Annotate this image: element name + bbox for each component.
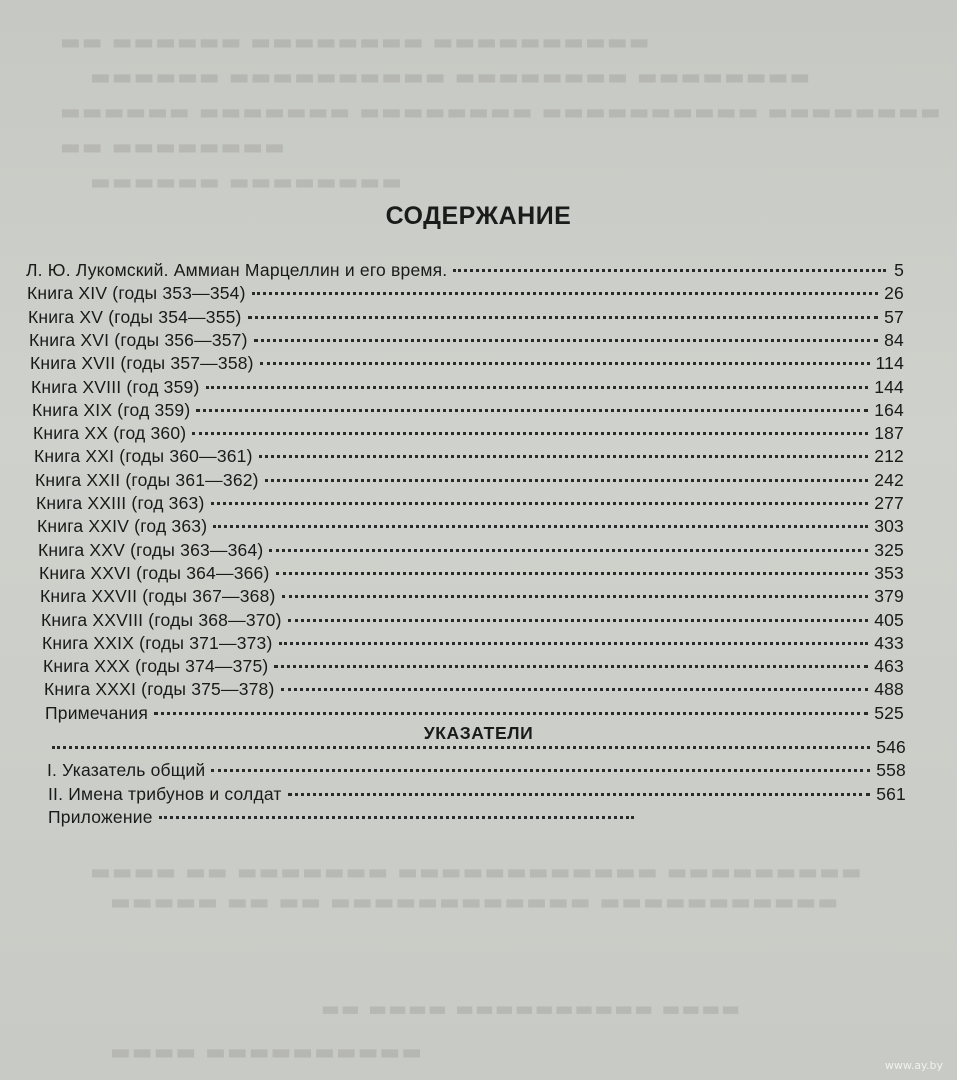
toc-entry-title: Книга XVI (годы 356—357) [29, 330, 248, 350]
toc-entry [27, 283, 904, 304]
toc-entry-title: Приложение [48, 807, 153, 827]
toc-entry-title: Книга XXVII (годы 367—368) [40, 586, 276, 606]
toc-entry-page-number: 187 [874, 423, 904, 443]
toc-entry [48, 807, 640, 828]
toc-entry-title: Книга XXIV (год 363) [37, 516, 208, 536]
bleed-through-line: ▬▬▬▬▬▬ ▬▬▬▬▬▬▬▬ [90, 170, 403, 195]
dot-leader [282, 595, 869, 598]
dot-leader [288, 619, 869, 622]
dot-leader [192, 432, 868, 435]
toc-entry-page-number: 242 [874, 470, 904, 490]
toc-entry-title: I. Указатель общий [47, 760, 206, 780]
toc-entry-page-number: 26 [884, 283, 904, 303]
dot-leader [254, 339, 878, 342]
dot-leader [281, 688, 869, 691]
dot-leader [269, 549, 868, 552]
dot-leader [252, 292, 878, 295]
dot-leader [279, 642, 869, 645]
toc-entry-page-number: 488 [874, 679, 904, 699]
toc-entry-page-number: 5 [894, 260, 904, 280]
toc-entry-title: Книга XIV (годы 353—354) [27, 283, 246, 303]
bleed-through-line: ▬▬▬▬▬ ▬▬ ▬▬ ▬▬▬▬▬▬▬▬▬▬▬▬ ▬▬▬▬▬▬▬▬▬▬▬ [110, 890, 840, 915]
toc-entry [30, 353, 904, 374]
indexes-heading: УКАЗАТЕЛИ [423, 723, 534, 743]
dot-leader [159, 816, 634, 819]
toc-entry-title: Книга XXII (годы 361—362) [35, 470, 259, 490]
toc-entry-page-number: 212 [874, 446, 904, 466]
toc-entry [37, 516, 904, 537]
toc-entry-title: Примечания [45, 703, 149, 723]
dot-leader [276, 572, 869, 575]
toc-entry-title: Книга XV (годы 354—355) [28, 307, 242, 327]
dot-leader [196, 409, 868, 412]
toc-entry-page-number: 561 [876, 784, 906, 804]
dot-leader [288, 793, 871, 796]
dot-leader [206, 386, 869, 389]
bleed-through-line: ▬▬▬▬▬▬ ▬▬▬▬▬▬▬▬▬▬ ▬▬▬▬▬▬▬▬ ▬▬▬▬▬▬▬▬ [90, 65, 812, 90]
toc-entry-title: Книга XIX (год 359) [32, 400, 191, 420]
dot-leader [274, 665, 868, 668]
dot-leader [213, 525, 868, 528]
toc-entry-page-number: 84 [884, 330, 904, 350]
toc-entry [43, 656, 904, 677]
toc-entry-page-number: 303 [874, 516, 904, 536]
toc-entry [39, 563, 904, 584]
dot-leader [453, 269, 886, 272]
toc-entry-page-number: 114 [875, 353, 904, 373]
toc-entry-page-number: 433 [874, 633, 904, 653]
toc-entry [35, 470, 904, 491]
toc-entry-title: Книга XVIII (год 359) [31, 377, 200, 397]
dot-leader [211, 769, 870, 772]
toc-entry [32, 400, 904, 421]
toc-entry-page-number: 405 [874, 610, 904, 630]
toc-entry [41, 610, 904, 631]
dot-leader [154, 712, 868, 715]
toc-entry [38, 540, 904, 561]
toc-entry-page-number: 57 [884, 307, 904, 327]
bleed-through-line: ▬▬ ▬▬▬▬▬▬▬▬ [60, 135, 286, 160]
toc-entry-page-number: 353 [874, 563, 904, 583]
dot-leader [259, 455, 869, 458]
toc-entry-title: Книга XXIX (годы 371—373) [42, 633, 273, 653]
toc-entry [40, 586, 904, 607]
toc-entry [33, 423, 904, 444]
toc-entry-title: Книга XXVIII (годы 368—370) [41, 610, 282, 630]
bleed-through-line: ▬▬▬▬ ▬▬▬▬▬▬▬▬▬▬ ▬▬▬▬ ▬▬ [320, 1000, 741, 1024]
dot-leader [260, 362, 870, 365]
toc-entry-title: Книга XXIII (год 363) [36, 493, 205, 513]
dot-leader [52, 746, 870, 749]
toc-entry-page-number: 164 [874, 400, 904, 420]
dot-leader [248, 316, 879, 319]
toc-entry [46, 737, 906, 758]
toc-entry-title: Книга XXVI (годы 364—366) [39, 563, 270, 583]
bleed-through-line: ▬▬ ▬▬▬▬▬▬ ▬▬▬▬▬▬▬▬ ▬▬▬▬▬▬▬▬▬▬ [60, 30, 651, 55]
toc-entry-page-number: 463 [874, 656, 904, 676]
toc-entry-title: Книга XXXI (годы 375—378) [44, 679, 275, 699]
toc-entry [45, 703, 904, 724]
toc-entry [36, 493, 904, 514]
dot-leader [211, 502, 869, 505]
toc-entry-page-number: 379 [874, 586, 904, 606]
toc-entry-title: Книга XXV (годы 363—364) [38, 540, 264, 560]
toc-entry [48, 784, 906, 805]
toc-entry-title: Книга XVII (годы 357—358) [30, 353, 254, 373]
bleed-through-line: ▬▬▬▬ ▬▬ ▬▬▬▬▬▬▬ ▬▬▬▬▬▬▬▬▬▬▬▬ ▬▬▬▬▬▬▬▬▬ [90, 860, 863, 885]
bleed-through-line: ▬▬▬▬▬▬ ▬▬▬▬▬▬▬ ▬▬▬▬▬▬▬▬ ▬▬▬▬▬▬▬▬▬▬ ▬▬▬▬▬▬▬▬ [60, 100, 942, 125]
toc-entry-page-number: 277 [874, 493, 904, 513]
toc-entry [47, 760, 906, 781]
toc-entry-page-number: 525 [874, 703, 904, 723]
dot-leader [265, 479, 868, 482]
toc-entry-page-number: 546 [876, 737, 906, 757]
toc-entry-page-number: 558 [876, 760, 906, 780]
toc-entry [34, 446, 904, 467]
toc-entry-title: II. Имена трибунов и солдат [48, 784, 282, 804]
toc-entry-title: Книга XXX (годы 374—375) [43, 656, 269, 676]
toc-entry-page-number: 325 [874, 540, 904, 560]
page-title: СОДЕРЖАНИЕ [385, 202, 572, 230]
toc-entry [31, 377, 904, 398]
toc-entry-title: Книга XXI (годы 360—361) [34, 446, 253, 466]
toc-entry [29, 330, 904, 351]
toc-entry [44, 679, 904, 700]
bleed-through-line: ▬▬▬▬ ▬▬▬▬▬▬▬▬▬▬ [110, 1040, 423, 1065]
toc-entry-title: Л. Ю. Лукомский. Аммиан Марцеллин и его время. [26, 260, 448, 280]
toc-entry [42, 633, 904, 654]
toc-entry [26, 260, 904, 281]
watermark: www.ay.by [884, 1059, 943, 1072]
toc-entry-page-number: 144 [874, 377, 904, 397]
toc-entry [28, 307, 904, 328]
toc-entry-title: Книга XX (год 360) [33, 423, 187, 443]
